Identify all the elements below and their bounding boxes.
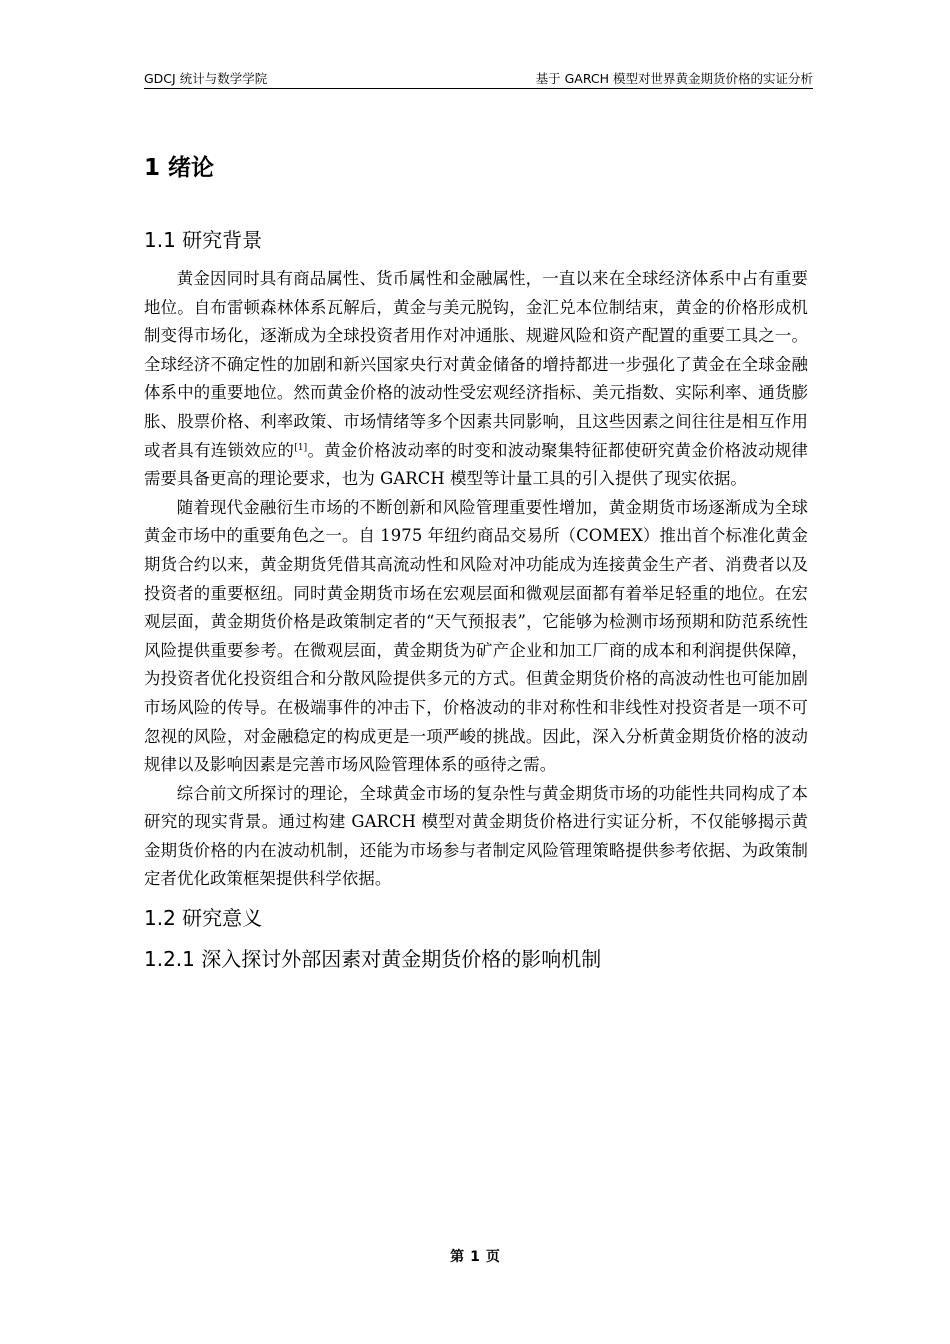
- page-footer: [0, 1246, 950, 1266]
- section-title-1-1: 1.1 研究背景: [144, 228, 263, 252]
- paragraph-1-text-cont: 。黄金价格波动率的时变和波动聚集特征都使研究黄金价格波动规律需要具备更高的理论要求，也为 GARCH 模型等计量工具的引入提供了现实依据。: [144, 440, 808, 489]
- header-thesis-title: 基于 GARCH 模型对世界黄金期货价格的实证分析: [535, 71, 813, 86]
- citation-ref: [1]: [294, 442, 308, 453]
- section-1-1-body: [144, 265, 808, 894]
- page-body: [144, 130, 808, 973]
- paragraph-2: 随着现代金融衍生市场的不断创新和风险管理重要性增加，黄金期货市场逐渐成为全球黄金市场中的重要角色之一。自 1975 年纽约商品交易所（COMEX）推出首个标准化黄金期货合约以来，黄金期货凭借其高流动性和风险对冲功能成为连接黄金生产者、消费者以及投资者的重要枢纽。同时黄金期货市场在宏观层面和微观层面都有着举足轻重的地位。在宏观层面，黄金期货价格是政策制定者的“天气预报表”，它能够为检测市场预期和防范系统性风险提供重要参考。在微观层面，黄金期货为矿产企业和加工厂商的成本和利润提供保障，为投资者优化投资组合和分散风险提供多元的方式。但黄金期货价格的高波动性也可能加剧市场风险的传导。在极端事件的冲击下，价格波动的非对称性和非线性对投资者是一项不可忽视的风险，对金融稳定的构成更是一项严峻的挑战。因此，深入分析黄金期货价格的波动规律以及影响因素是完善市场风险管理体系的亟待之需。: [144, 497, 808, 775]
- paragraph-3: 综合前文所探讨的理论，全球黄金市场的复杂性与黄金期货市场的功能性共同构成了本研究的现实背景。通过构建 GARCH 模型对黄金期货价格进行实证分析，不仅能够揭示黄金期货价格的内在波动机制，还能为市场参与者制定风险管理策略提供参考依据、为政策制定者优化政策框架提供科学依据。: [144, 783, 808, 889]
- paragraph-1: [144, 265, 808, 494]
- footer-suffix: 页: [485, 1249, 500, 1265]
- chapter-title: 1 绪论: [144, 155, 215, 181]
- page-number: 1: [470, 1249, 480, 1265]
- header-institution: GDCJ 统计与数学学院: [144, 71, 268, 86]
- footer-prefix: 第: [450, 1249, 465, 1265]
- section-title-1-2: 1.2 研究意义: [144, 906, 263, 931]
- subsection-title-1-2-1: 1.2.1 深入探讨外部因素对黄金期货价格的影响机制: [144, 947, 602, 972]
- paragraph-1-text: 黄金因同时具有商品属性、货币属性和金融属性，一直以来在全球经济体系中占有重要地位。自布雷顿森林体系瓦解后，黄金与美元脱钩，金汇兑本位制结束，黄金的价格形成机制变得市场化，逐渐成为全球投资者用作对冲通胀、规避风险和资产配置的重要工具之一。全球经济不确定性的加剧和新兴国家央行对黄金储备的增持都进一步强化了黄金在全球金融体系中的重要地位。然而黄金价格的波动性受宏观经济指标、美元指数、实际利率、通货膨胀、股票价格、利率政策、市场情绪等多个因素共同影响，且这些因素之间往往是相互作用或者具有连锁效应的: [144, 269, 808, 460]
- running-header: [144, 70, 813, 89]
